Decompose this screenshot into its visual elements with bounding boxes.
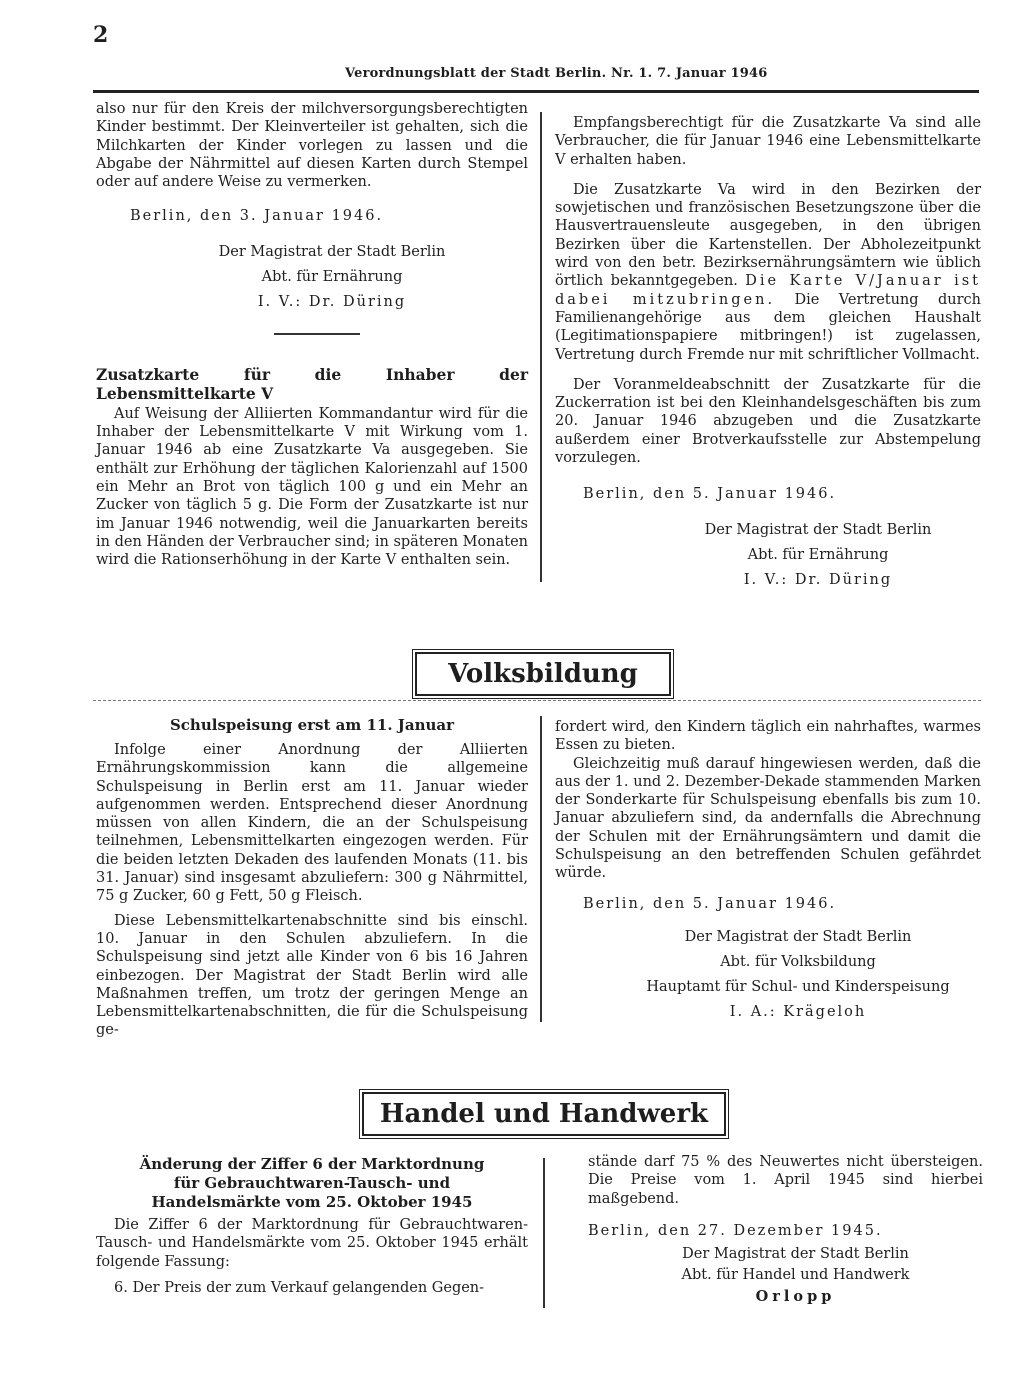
paragraph-1: Infolge einer Anordnung der Alliierten Ernährungskommission kann die allgemeine Schulspeisung in Berlin erst am 11. Januar wieder aufgenommen werden. Entsprechend dieser Anordnung müssen von allen Kindern, die an der Schulspeisung teilnehmen, Lebensmittelkarten eingezogen werden. Für die beiden letzten Dekaden des laufenden Monats (11. bis 31. Januar) sind insgesamt abzuliefern: 300 g Nährmittel, 75 g Zucker, 60 g Fett, 50 g Fleisch. [96, 742, 528, 905]
signature-magistrat: Der Magistrat der Stadt Berlin [682, 1246, 909, 1263]
body-paragraph: Auf Weisung der Alliierten Kommandantur wird für die Inhaber der Lebensmittelkarte V mit Wirkung vom 1. Januar 1946 ab eine Zusatzkarte Va ausgegeben. Sie enthält zur Erhöhung der täglichen Kalorienzahl auf 1500 ein Mehr an Brot von täglich 100 g und ein Mehr an Zucker von täglich 5 g. Die Form der Zusatzkarte ist nur im Januar 1946 notwendig, weil die Januarkarten bereits in den Händen der Verbraucher sind; in späteren Monaten wird die Rationserhöhung in der Karte V enthalten sein. [96, 405, 528, 569]
paragraph-2 [555, 181, 981, 364]
section-heading: Schulspeisung erst am 11. Januar [169, 716, 455, 734]
paragraph-1: stände darf 75 % des Neuwertes nicht übersteigen. Die Preise vom 1. April 1945 sind hierbei maßgebend. [588, 1154, 983, 1207]
handel-right-column [588, 1153, 983, 1307]
signature-office: Hauptamt für Schul- und Kinderspeisung [646, 978, 950, 995]
section-rule [93, 700, 981, 702]
volksbildung-left-column [96, 716, 528, 1040]
section-divider [274, 333, 360, 335]
signature-magistrat: Der Magistrat der Stadt Berlin [704, 521, 932, 538]
signature-department: Abt. für Handel und Handwerk [681, 1267, 910, 1284]
date-line: Berlin, den 27. Dezember 1945. [588, 1222, 883, 1239]
paragraph-2: Diese Lebensmittelkartenabschnitte sind bis einschl. 10. Januar in den Schulen abzuliefern. In die Schulspeisung sind jetzt alle Kinder von 6 bis 16 Jahren einbezogen. Der Magistrat der Stadt Berlin wird alle Maßnahmen treffen, um trotz der geringen Menge an Lebensmittelkartenabschnitten, die für die Schulspeisung ge- [96, 912, 528, 1039]
column-divider [540, 716, 542, 1022]
intro-paragraph: also nur für den Kreis der milchversorgungsberechtigten Kinder bestimmt. Der Kleinverteiler ist gehalten, sich die Milchkarten der Kinder vorlegen zu lassen und die Abgabe der Nährmittel auf diesen Karten durch Stempel oder auf andere Weise zu vermerken. [96, 101, 528, 191]
signature-department: Abt. für Volksbildung [720, 953, 876, 970]
signature-magistrat: Der Magistrat der Stadt Berlin [218, 243, 446, 260]
page-header: Verordnungsblatt der Stadt Berlin. Nr. 1. 7. Januar 1946 [345, 66, 768, 81]
signature-department: Abt. für Ernährung [261, 268, 403, 285]
column-divider [543, 1158, 545, 1308]
signature-name: I. A.: Krägeloh [729, 1003, 867, 1020]
handel-left-column [96, 1155, 528, 1297]
paragraph-2c: Die Vertretung durch Familienangehörige aus dem gleichen Haushalt (Legitimationspapiere mitbringen!) ist zugelassen, Vertretung durch Fremde nur mit schriftlicher Vollmacht. [555, 291, 982, 363]
signature-name: I. V.: Dr. Düring [743, 571, 893, 588]
signature-name: Orlopp [755, 1288, 836, 1306]
date-line: Berlin, den 5. Januar 1946. [583, 895, 837, 912]
top-left-column [96, 100, 528, 569]
section-heading: Änderung der Ziffer 6 der Marktordnung für Gebrauchtwaren-Tausch- und Handelsmärkte vom 25. Oktober 1945 [139, 1155, 485, 1211]
paragraph-2a: Die Zusatzkarte Va wird in den Bezirken der sowjetischen und französischen Besetzungszone über die Hausvertrauensleute ausgegeben, in den übrigen Bezirken über die Kartenstellen. Der Abholezeitpunkt wird von den betr. Bezirksernährungsämtern wie üblich örtlich bekanntgegeben. [555, 181, 981, 290]
section-heading: Zusatzkarte für die Inhaber der Lebensmittelkarte V [96, 364, 528, 403]
section-title-handel: Handel und Handwerk [362, 1092, 726, 1136]
paragraph-2: 6. Der Preis der zum Verkauf gelangenden Gegen- [114, 1279, 485, 1296]
page-number: 2 [93, 22, 109, 48]
signature-magistrat: Der Magistrat der Stadt Berlin [684, 928, 912, 945]
paragraph-3: Der Voranmeldeabschnitt der Zusatzkarte für die Zuckerration ist bei den Kleinhandelsgeschäften bis zum 20. Januar 1946 abzugeben und die Zusatzkarte außerdem einer Brotverkaufsstelle zur Abstempelung vorzulegen. [555, 376, 981, 467]
section-title-volksbildung: Volksbildung [415, 652, 671, 696]
volksbildung-right-column [555, 718, 981, 1025]
signature-department: Abt. für Ernährung [747, 546, 889, 563]
paragraph-2b: Die Karte V/Januar ist dabei mitzubringen. [555, 273, 981, 308]
signature-name: I. V.: Dr. Düring [257, 293, 407, 310]
paragraph-2: Gleichzeitig muß darauf hingewiesen werden, daß die aus der 1. und 2. Dezember-Dekade stammenden Marken der Sonderkarte für Schulspeisung ebenfalls bis zum 10. Januar abzuliefern sind, da andernfalls die Abrechnung der Schulen mit der Ernährungsämtern und damit die Schulspeisung an den betreffenden Schulen gefährdet würde. [555, 755, 981, 882]
top-right-column [555, 114, 981, 593]
paragraph-1: Empfangsberechtigt für die Zusatzkarte Va sind alle Verbraucher, die für Januar 1946 eine Lebensmittelkarte V erhalten haben. [555, 115, 981, 168]
paragraph-1: fordert wird, den Kindern täglich ein nahrhaftes, warmes Essen zu bieten. [555, 719, 981, 754]
header-rule [93, 90, 979, 93]
date-line: Berlin, den 3. Januar 1946. [130, 208, 384, 225]
date-line: Berlin, den 5. Januar 1946. [583, 486, 837, 503]
column-divider [540, 112, 542, 582]
paragraph-1: Die Ziffer 6 der Marktordnung für Gebrauchtwaren-Tausch- und Handelsmärkte vom 25. Oktober 1945 erhält folgende Fassung: [96, 1217, 528, 1270]
